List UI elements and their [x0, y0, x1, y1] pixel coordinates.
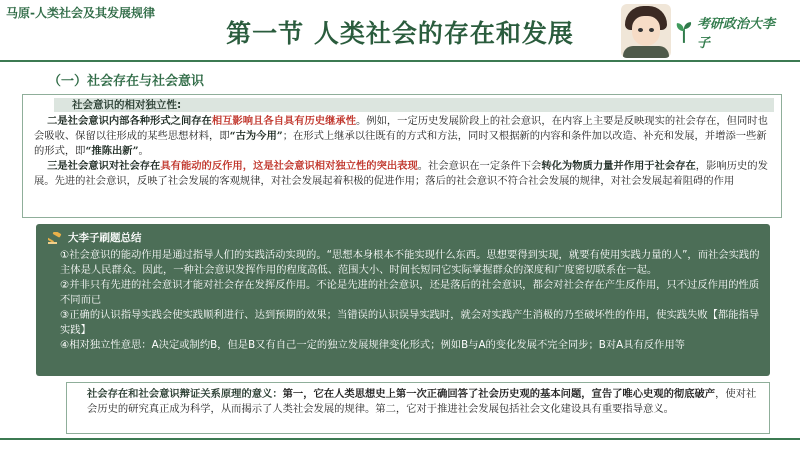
p1-text-a: 。例如，一定历史发展阶段上的社会意识，在内容上主要是反映现实的社会存在，但同时也会吸收、保留以往形成的某些思想材料，即	[34, 115, 768, 142]
summary-item: ④相对独立性意思：A决定或制约B，但是B又有自己一定的独立发展规律变化形式；例如B与A的变化发展不完全同步；B对A具有反作用等	[60, 339, 685, 351]
brand-label: 考研政治大李子	[696, 17, 775, 51]
significance-box	[66, 382, 770, 434]
p1-lead: 二是社会意识内部各种形式之间存在	[47, 115, 212, 127]
summary-heading	[48, 230, 142, 245]
summary-item: ②并非只有先进的社会意识才能对社会存在发挥反作用。不论是先进的社会意识，还是落后的社会意识，都会对社会存在产生反作用，只不过反作用的性质不同而已	[60, 279, 760, 306]
p1-text-b: ；在形式上继承以往既有的方式和方法，同时又根据新的内容和条件加以改造、补充和发展，并增添一些新的形式，即	[34, 130, 767, 157]
course-tag: 马原-人类社会及其发展规律	[6, 6, 155, 20]
avatar	[621, 4, 671, 58]
page-title: 第一节 人类社会的存在和发展	[226, 19, 574, 48]
paragraph-2	[34, 114, 774, 159]
p1-end: 。	[138, 145, 149, 157]
p2-lead: 三是社会意识对社会存在	[47, 160, 161, 172]
significance-text: ，使对社会历史的研究真正成为科学，从而揭示了人类社会发展的规律。第二，它对于推进社会发展包括社会文化建设具有重要指导意义。	[87, 388, 757, 415]
summary-item: ③正确的认识指导实践会使实践顺利进行、达到预期的效果；当错误的认识误导实践时，就会对实践产生消极的乃至破坏性的作用，使实践失败【都能指导实践】	[60, 309, 760, 336]
p1-quote-1: “古为今用”	[229, 130, 283, 142]
footer-divider	[0, 438, 800, 440]
p2-text-a: 。社会意识在一定条件下会	[417, 160, 542, 172]
brand-logo-area	[615, 2, 790, 60]
p2-text-b: ，影响历史的发展。先进的社会意识，反映了社会发展的客观规律，对社会发展起着积极的促进作用；落后的社会意识不符合社会发展的规律，对社会发展起着阻碍的作用	[34, 160, 768, 187]
summary-item: ①社会意识的能动作用是通过指导人们的实践活动实现的。“思想本身根本不能实现什么东西。思想要得到实现，就要有使用实践力量的人”，而社会实践的主体是人民群众。因此，一种社会意识发挥作用的程度高低、范围大小、时间长短同它实际掌握群众的深度和广度密切联系在一起。	[60, 249, 760, 276]
summary-heading-label: 大李子刷题总结	[68, 232, 142, 244]
p1-quote-2: “推陈出新”	[85, 145, 139, 157]
section-heading: （一）社会存在与社会意识	[48, 74, 205, 89]
sprout-icon	[675, 21, 693, 43]
p2-bold: 转化为物质力量并作用于社会存在	[541, 160, 696, 172]
independence-body	[34, 114, 774, 189]
brand-name	[675, 17, 787, 51]
gavel-icon	[48, 232, 62, 244]
p1-highlight: 相互影响且各自具有历史继承性	[211, 115, 356, 127]
p2-highlight: 具有能动的反作用，这是社会意识相对独立性的突出表现	[160, 160, 418, 172]
header-divider	[0, 60, 800, 62]
summary-note	[36, 224, 770, 376]
significance-bold: 第一，它在人类思想史上第一次正确回答了社会历史观的基本问题，宣告了唯心史观的彻底破产	[282, 388, 716, 400]
paragraph-3	[34, 159, 774, 189]
independence-subheading: 社会意识的相对独立性:	[54, 98, 774, 112]
summary-body	[60, 248, 760, 353]
significance-lead: 社会存在和社会意识辩证关系原理的意义：	[87, 388, 283, 400]
